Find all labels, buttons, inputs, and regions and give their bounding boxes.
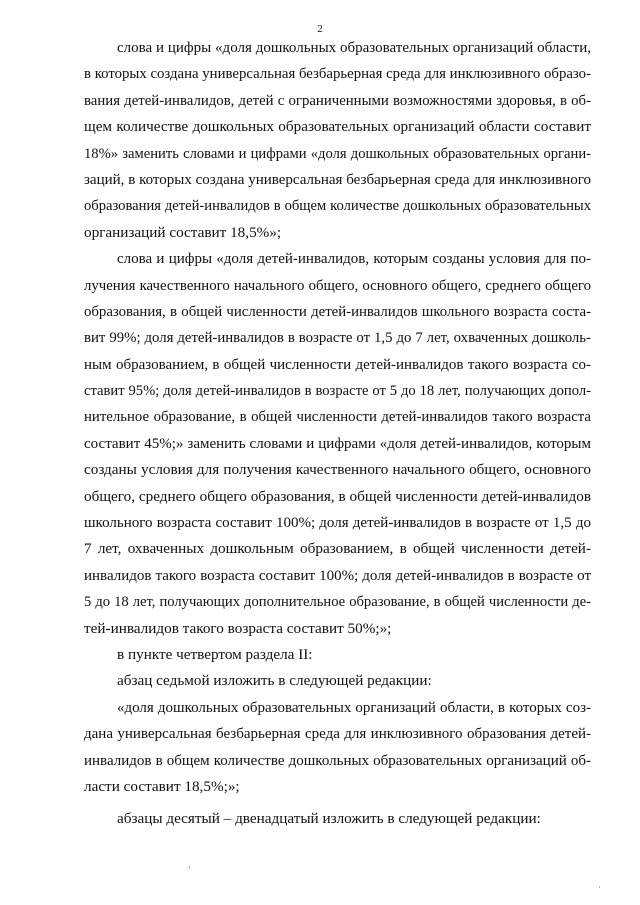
- text-line: организаций составит 18,5%»;: [84, 223, 282, 241]
- text-line: 18%» заменить словами и цифрами «доля дошкольных образовательных органи-: [84, 145, 591, 162]
- text-line: составит 45%;» заменить словами и цифрами «доля детей-инвалидов, которым: [84, 435, 591, 452]
- text-line: слова и цифры «доля дошкольных образовательных организаций области,: [117, 40, 591, 56]
- text-line: общего, среднего общего образования, в общей численности детей-инвалидов: [84, 487, 591, 505]
- text-line: в которых создана универсальная безбарьерная среда для инклюзивного образо-: [84, 66, 591, 83]
- scan-speck: [599, 886, 600, 888]
- text-line: нительное образование, в общей численности детей-инвалидов такого возраста: [84, 409, 591, 426]
- text-line: инвалидов такого возраста составит 100%; доля детей-инвалидов в возрасте от: [84, 567, 591, 584]
- paragraph: [84, 642, 591, 668]
- text-line: образования, в общей численности детей-инвалидов школьного возраста соста-: [84, 303, 591, 320]
- text-line: созданы условия для получения качественного начального общего, основного: [84, 461, 591, 479]
- paragraph: [84, 246, 591, 642]
- text-line: ласти составит 18,5%;»;: [84, 777, 240, 795]
- paragraph: [84, 668, 591, 694]
- paragraph: [84, 806, 591, 832]
- text-line: в пункте четвертом раздела II:: [117, 645, 313, 663]
- text-line: ставит 95%; доля детей-инвалидов в возрасте от 5 до 18 лет, получающих допол-: [84, 383, 591, 400]
- text-line: тей-инвалидов такого возраста составит 50%;»;: [84, 619, 392, 637]
- text-line: инвалидов в общем количестве дошкольных образовательных организаций об-: [84, 752, 591, 769]
- text-line: ным образованием, в общей численности детей-инвалидов такого возраста со-: [84, 356, 591, 373]
- text-line: вания детей-инвалидов, детей с ограниченными возможностями здоровья, в об-: [84, 92, 591, 109]
- body-text: [84, 35, 591, 833]
- page-number: 2: [317, 23, 323, 35]
- paragraph: [84, 695, 591, 801]
- text-line: слова и цифры «доля детей-инвалидов, которым созданы условия для по-: [117, 251, 591, 268]
- text-line: абзацы десятый – двенадцатый изложить в следующей редакции:: [117, 810, 541, 828]
- text-line: вит 99%; доля детей-инвалидов в возрасте от 1,5 до 7 лет, охваченных дошколь-: [84, 330, 591, 347]
- text-line: 7 лет, охваченных дошкольным образованием, в общей численности детей-: [84, 540, 591, 558]
- scan-speck: [189, 866, 190, 868]
- text-line: щем количестве дошкольных образовательных организаций области составит: [84, 118, 591, 136]
- text-line: «доля дошкольных образовательных организаций области, в которых соз-: [117, 699, 591, 716]
- text-line: дана универсальная безбарьерная среда для инклюзивного образования детей-: [84, 726, 591, 743]
- paragraph: [84, 35, 591, 246]
- text-line: заций, в которых создана универсальная безбарьерная среда для инклюзивного: [84, 171, 591, 188]
- text-line: образования детей-инвалидов в общем количестве дошкольных образовательных: [84, 198, 591, 215]
- text-line: абзац седьмой изложить в следующей редакции:: [117, 672, 432, 690]
- text-line: лучения качественного начального общего, основного общего, среднего общего: [84, 277, 591, 294]
- text-line: 5 до 18 лет, получающих дополнительное образование, в общей численности де-: [84, 594, 591, 611]
- text-line: школьного возраста составит 100%; доля детей-инвалидов в возрасте от 1,5 до: [84, 515, 591, 532]
